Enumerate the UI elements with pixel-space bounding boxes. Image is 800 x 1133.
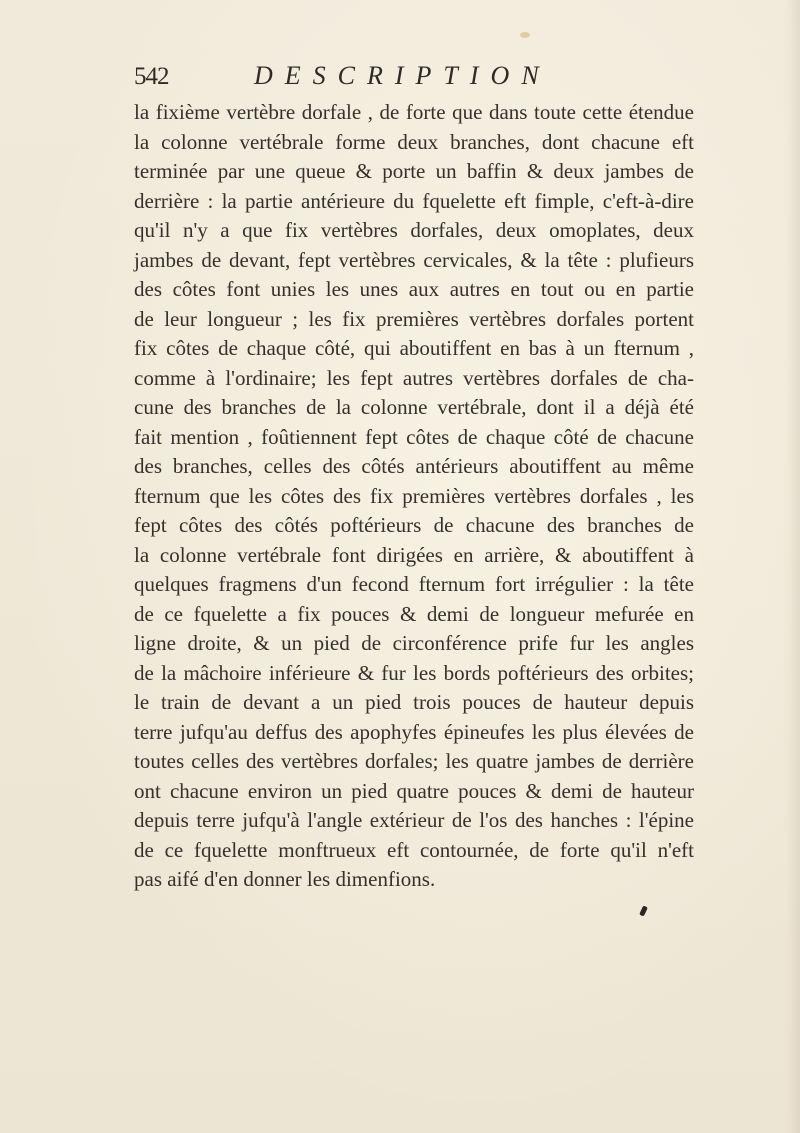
text-line: cune des branches de la colonne vertébrale, dont il a déjà été bbox=[134, 395, 694, 419]
text-line: fept côtes des côtés poftérieurs de chacune des branches de bbox=[134, 513, 694, 537]
text-line: la colonne vertébrale font dirigées en arrière, & aboutiffent à bbox=[134, 542, 694, 567]
paper-stain bbox=[520, 32, 530, 38]
text-line: fternum que les côtes des fix premières vertèbres dorfales , les bbox=[134, 483, 694, 508]
text-line: terminée par une queue & porte un baffin & deux jambes de bbox=[134, 159, 694, 183]
text-line: terre jufqu'au deffus des apophyfes épineufes les plus élevées de bbox=[134, 719, 694, 744]
text-line: des branches, celles des côtés antérieurs aboutiffent au même bbox=[134, 454, 694, 478]
text-line: la colonne vertébrale forme deux branches, dont chacune eft bbox=[134, 129, 694, 154]
text-line: de ce fquelette monftrueux eft contournée, de forte qu'il n'eft bbox=[134, 837, 694, 862]
ink-mark bbox=[639, 905, 648, 916]
text-line: de ce fquelette a fix pouces & demi de longueur mefurée en bbox=[134, 601, 694, 626]
page-number: 542 bbox=[134, 63, 169, 90]
text-line: derrière : la partie antérieure du fquelette eft fimple, c'eft-à-dire bbox=[134, 188, 694, 213]
text-line: qu'il n'y a que fix vertèbres dorfales, deux omoplates, deux bbox=[134, 218, 694, 242]
text-line: des côtes font unies les unes aux autres en tout ou en partie bbox=[134, 277, 694, 301]
text-line: fix côtes de chaque côté, qui aboutiffent en bas à un fternum , bbox=[134, 336, 694, 360]
page-edge-shadow bbox=[786, 0, 800, 1133]
text-line: quelques fragmens d'un fecond fternum fort irrégulier : la tête bbox=[134, 572, 694, 596]
text-line: la fixième vertèbre dorfale , de forte que dans toute cette étendue bbox=[134, 100, 694, 124]
text-line-last: pas aifé d'en donner les dimenfions. bbox=[134, 867, 436, 891]
text-line: fait mention , foûtiennent fept côtes de chaque côté de chacune bbox=[134, 424, 694, 449]
running-title: DESCRIPTION bbox=[254, 61, 551, 90]
text-line: depuis terre jufqu'à l'angle extérieur de l'os des hanches : l'épine bbox=[134, 808, 694, 832]
text-line: le train de devant a un pied trois pouces de hauteur depuis bbox=[134, 690, 694, 714]
page-header bbox=[134, 63, 694, 97]
text-line: jambes de devant, fept vertèbres cervicales, & la tête : plufieurs bbox=[134, 247, 694, 272]
text-line: ligne droite, & un pied de circonférence prife fur les angles bbox=[134, 631, 694, 655]
body-text bbox=[134, 98, 694, 895]
text-line: de la mâchoire inférieure & fur les bords poftérieurs des orbites; bbox=[134, 660, 694, 685]
text-line: toutes celles des vertèbres dorfales; les quatre jambes de derrière bbox=[134, 749, 694, 773]
text-line: ont chacune environ un pied quatre pouces & demi de hauteur bbox=[134, 778, 694, 803]
text-line: de leur longueur ; les fix premières vertèbres dorfales portent bbox=[134, 306, 694, 331]
text-line: comme à l'ordinaire; les fept autres vertèbres dorfales de cha- bbox=[134, 365, 694, 390]
